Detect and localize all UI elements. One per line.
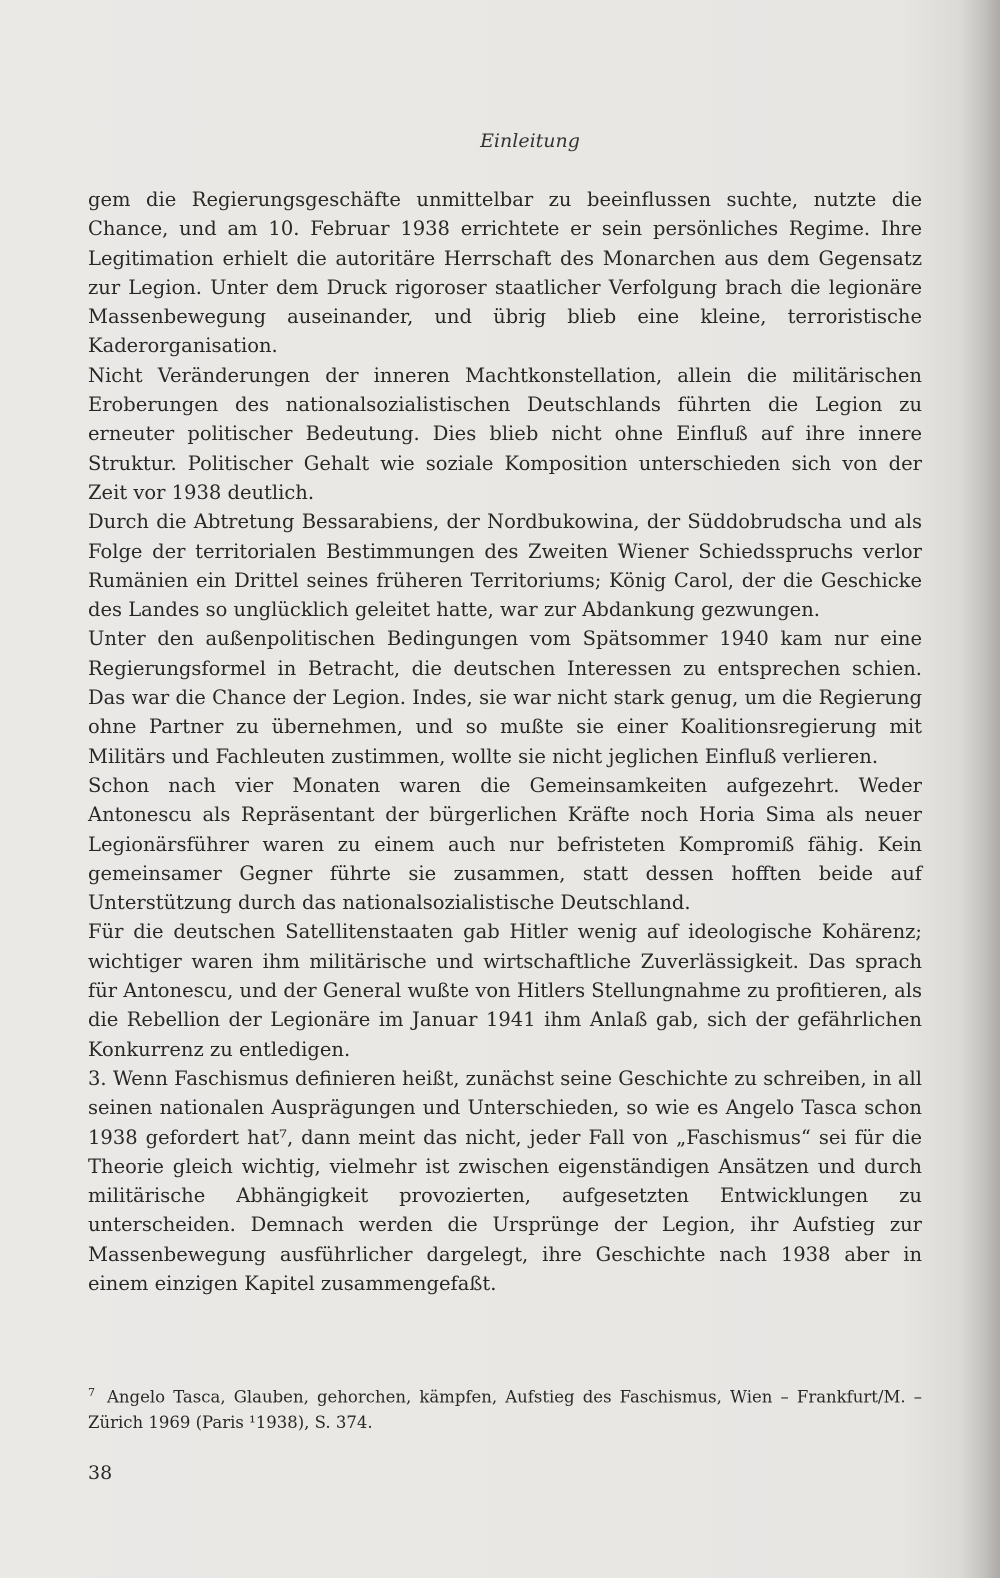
paragraph-1: gem die Regierungsgeschäfte unmittelbar zu beeinflussen suchte, nutzte die Chance, und am 10. Februar 1938 errichtete er sein persönliches Regime. Ihre Legitimation erhielt die autoritäre Herrschaft des Monarchen aus dem Gegensatz zur Legion. Unter dem Druck rigoroser staatlicher Verfolgung brach die legionäre Massenbewegung auseinander, und übrig blieb eine kleine, terroristische Kaderorganisation. — [88, 188, 922, 358]
paragraph-2: Nicht Veränderungen der inneren Machtkonstellation, allein die militärischen Eroberungen des nationalsozialistischen Deutschlands führten die Legion zu erneuter politischer Bedeutung. Dies blieb nicht ohne Einfluß auf ihre innere Struktur. Politischer Gehalt wie soziale Komposition unterschieden sich von der Zeit vor 1938 deutlich. — [88, 363, 922, 504]
page-number: 38 — [88, 1462, 113, 1484]
paragraph-7: 3. Wenn Faschismus definieren heißt, zunächst seine Geschichte zu schreiben, in all seinen nationalen Ausprägungen und Unterschieden, so wie es Angelo Tasca schon 1938 gefordert hat⁷, dann meint das nicht, jeder Fall von „Faschismus“ sei für die Theorie gleich wichtig, vielmehr ist zwischen eigenständigen Ansätzen und durch militärische Abhängigkeit provozierten, aufgesetzten Entwicklungen zu unterscheiden. Demnach werden die Ursprünge der Legion, ihr Aufstieg zur Massenbewegung ausführlicher dargelegt, ihre Geschichte nach 1938 aber in einem einzigen Kapitel zusammengefaßt. — [88, 1066, 922, 1295]
footnote-number: 7 — [88, 1386, 95, 1399]
footnote — [88, 1380, 922, 1435]
body-text — [88, 185, 922, 1298]
running-head: Einleitung — [480, 130, 580, 152]
paragraph-3: Durch die Abtretung Bessarabiens, der Nordbukowina, der Süddobrudscha und als Folge der territorialen Bestimmungen des Zweiten Wiener Schiedsspruchs verlor Rumänien ein Drittel seines früheren Territoriums; König Carol, der die Geschicke des Landes so unglücklich geleitet hatte, war zur Abdankung gezwungen. — [88, 510, 922, 622]
footnote-text: Angelo Tasca, Glauben, gehorchen, kämpfen, Aufstieg des Faschismus, Wien – Frankfurt/M. –Zürich 1969 (Paris ¹1938), S. 374. — [88, 1387, 922, 1432]
paragraph-5: Schon nach vier Monaten waren die Gemeinsamkeiten aufgezehrt. Weder Antonescu als Repräsentant der bürgerlichen Kräfte noch Horia Sima als neuer Legionärsführer waren zu einem auch nur befristeten Kompromiß fähig. Kein gemeinsamer Gegner führte sie zusammen, statt dessen hofften beide auf Unterstützung durch das nationalsozialistische Deutschland. — [88, 773, 922, 915]
paragraph-6: Für die deutschen Satellitenstaaten gab Hitler wenig auf ideologische Kohärenz; wichtiger waren ihm militärische und wirtschaftliche Zuverlässigkeit. Das sprach für Antonescu, und der General wußte von Hitlers Stellungnahme zu profitieren, als die Rebellion der Legionäre im Januar 1941 ihm Anlaß gab, sich der gefährlichen Konkurrenz zu entledigen. — [88, 920, 922, 1061]
page-edge-shadow — [960, 0, 1000, 1578]
paragraph-4: Unter den außenpolitischen Bedingungen vom Spätsommer 1940 kam nur eine Regierungsformel in Betracht, die deutschen Interessen zu entsprechen schien. Das war die Chance der Legion. Indes, sie war nicht stark genug, um die Regierung ohne Partner zu übernehmen, und so mußte sie einer Koalitionsregierung mit Militärs und Fachleuten zustimmen, wollte sie nicht jeglichen Einfluß verlieren. — [88, 627, 922, 768]
